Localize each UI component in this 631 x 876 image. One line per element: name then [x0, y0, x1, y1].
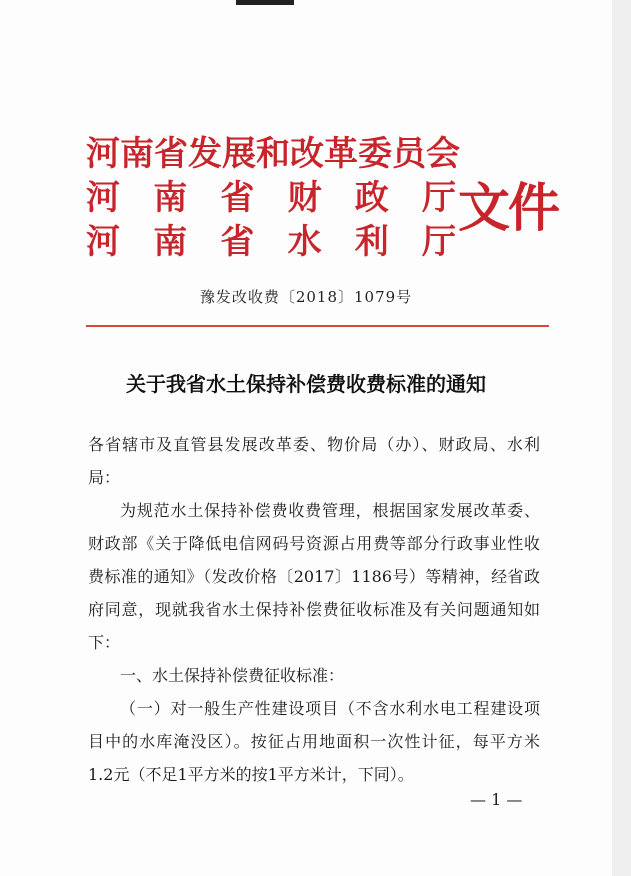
- paragraph-line: 为规范水土保持补偿费收费管理，根据国家发展改革委、: [120, 501, 540, 520]
- issuer-char: 南: [153, 222, 188, 262]
- issuer-char: 政: [354, 178, 389, 218]
- section-heading: 一、水土保持补偿费征收标准：: [120, 666, 345, 685]
- document-number: 豫发改收费〔2018〕1079号: [199, 288, 413, 306]
- recipients-line: 各省辖市及直管县发展改革委、物价局（办）、财政局、水利: [88, 435, 540, 454]
- issuer-water: [86, 220, 456, 264]
- issuer-block: [86, 132, 466, 264]
- paragraph-line: 下：: [88, 633, 121, 652]
- issuer-char: 省: [220, 222, 255, 262]
- recipients-line: 局：: [88, 468, 121, 487]
- scan-mark: [236, 0, 294, 5]
- page-number: — 1 —: [470, 790, 523, 809]
- document-suffix: 文件: [458, 178, 559, 239]
- document-title: 关于我省水土保持补偿费收费标准的通知: [126, 372, 486, 396]
- issuer-char: 厅: [421, 222, 456, 262]
- issuer-char: 南: [153, 178, 188, 218]
- scan-edge: [612, 0, 631, 876]
- paragraph-line: （一）对一般生产性建设项目（不含水利水电工程建设项: [120, 699, 540, 718]
- issuer-char: 利: [354, 222, 389, 262]
- issuer-char: 省: [220, 178, 255, 218]
- paragraph-line: 1.2元（不足1平方米的按1平方米计，下同）。: [88, 765, 414, 784]
- issuer-finance: [86, 176, 456, 220]
- paragraph-line: 费标准的通知》（发改价格〔2017〕1186号）等精神，经省政: [88, 567, 540, 586]
- paragraph-line: 目中的水库淹没区）。按征占用地面积一次性计征，每平方米: [88, 732, 540, 751]
- document-body: [88, 428, 540, 791]
- issuer-char: 水: [287, 222, 322, 262]
- paragraph-line: 府同意，现就我省水土保持补偿费征收标准及有关问题通知如: [88, 600, 540, 619]
- issuer-char: 河: [86, 178, 120, 218]
- paragraph-line: 财政部《关于降低电信网码号资源占用费等部分行政事业性收: [88, 534, 540, 553]
- red-divider: [86, 325, 549, 327]
- issuer-char: 财: [287, 178, 322, 218]
- issuer-ndrc: 河南省发展和改革委员会: [86, 134, 460, 174]
- issuer-char: 厅: [421, 178, 456, 218]
- issuer-char: 河: [86, 222, 120, 262]
